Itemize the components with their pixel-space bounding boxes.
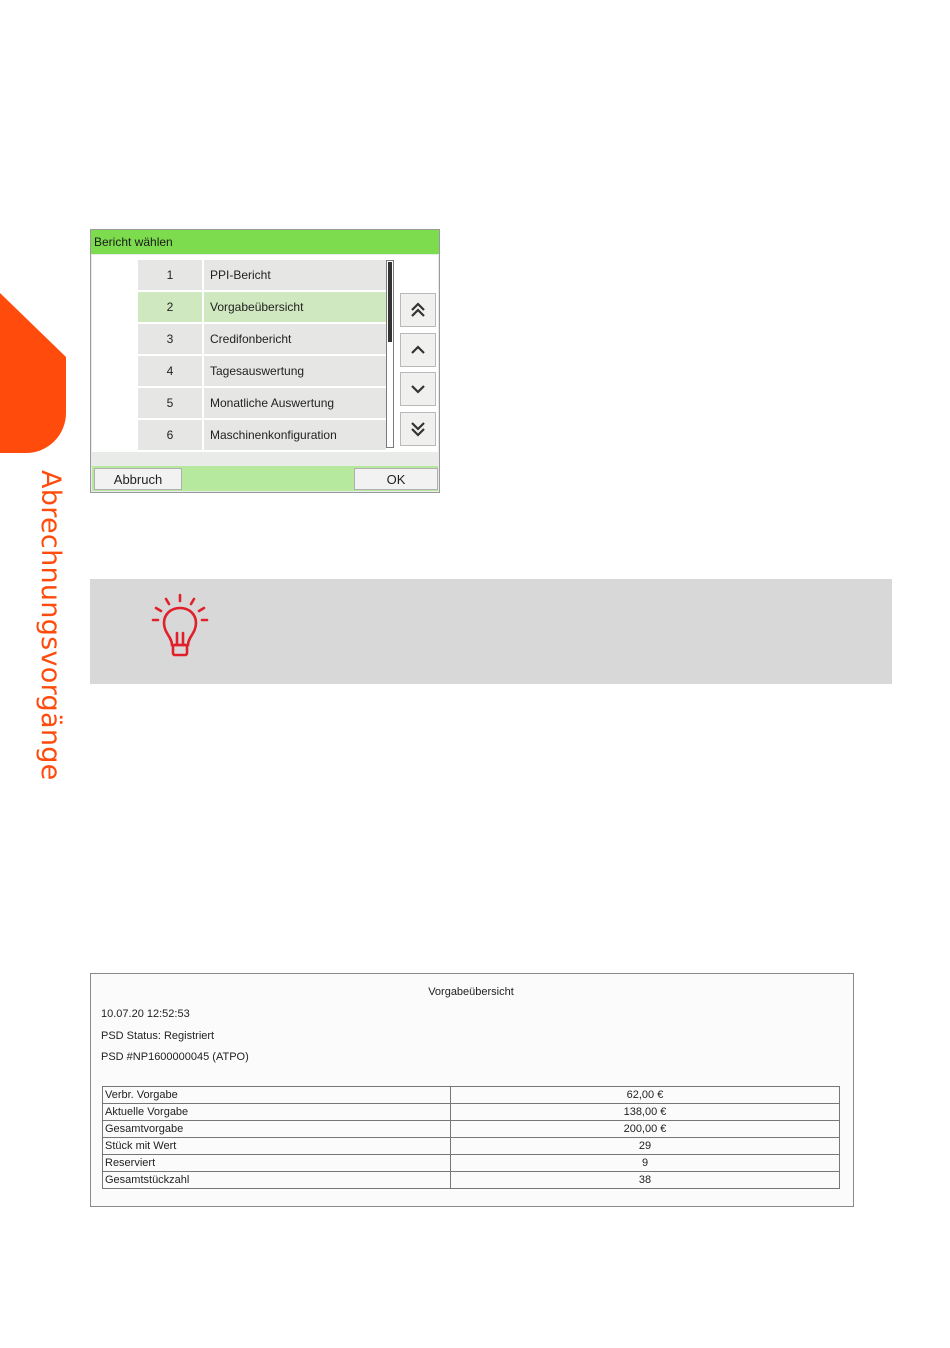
report-list: [92, 255, 438, 452]
tip-box: [90, 579, 892, 684]
chevron-down-icon: [408, 379, 428, 399]
report-datetime: 10.07.20 12:52:53: [101, 1008, 190, 1020]
row-label: Reserviert: [103, 1155, 451, 1172]
chevron-up-icon: [408, 340, 428, 360]
page-down-button[interactable]: [400, 412, 436, 446]
list-item-number: 4: [138, 356, 204, 386]
list-item-label: Tagesauswertung: [204, 356, 386, 386]
table-row: [103, 1172, 840, 1189]
list-scrollbar[interactable]: [386, 260, 394, 448]
row-value: 200,00 €: [451, 1121, 840, 1138]
ok-button[interactable]: OK: [354, 468, 438, 490]
list-item-label: PPI-Bericht: [204, 260, 386, 290]
list-item-credifon-report[interactable]: [138, 324, 386, 356]
double-chevron-up-icon: [408, 300, 428, 320]
list-item-quota-overview[interactable]: [138, 292, 386, 324]
report-title: Vorgabeübersicht: [428, 986, 514, 998]
lightbulb-icon: [150, 593, 210, 663]
list-item-label: Monatliche Auswertung: [204, 388, 386, 418]
list-item-number: 2: [138, 292, 204, 322]
list-item-daily-report[interactable]: [138, 356, 386, 388]
scroll-down-button[interactable]: [400, 372, 436, 406]
screen-title: Bericht wählen: [91, 230, 439, 254]
report-select-screen: [90, 229, 440, 493]
list-item-monthly-report[interactable]: [138, 388, 386, 420]
list-item-ppi-report[interactable]: [138, 260, 386, 292]
chapter-title: Abrechnungsvorgänge: [35, 470, 66, 781]
list-item-number: 3: [138, 324, 204, 354]
table-row: [103, 1138, 840, 1155]
row-value: 9: [451, 1155, 840, 1172]
row-label: Gesamtstückzahl: [103, 1172, 451, 1189]
double-chevron-down-icon: [408, 419, 428, 439]
row-value: 138,00 €: [451, 1104, 840, 1121]
scroll-up-button[interactable]: [400, 333, 436, 367]
list-item-label: Maschinenkonfiguration: [204, 420, 386, 450]
row-label: Stück mit Wert: [103, 1138, 451, 1155]
table-row: [103, 1155, 840, 1172]
scrollbar-thumb[interactable]: [388, 262, 392, 342]
list-item-label: Vorgabeübersicht: [204, 292, 386, 322]
cancel-button[interactable]: Abbruch: [94, 468, 182, 490]
printed-report: [90, 973, 854, 1207]
chapter-tab: [0, 293, 66, 453]
list-item-number: 6: [138, 420, 204, 450]
page-up-button[interactable]: [400, 293, 436, 327]
report-psd-number: PSD #NP1600000045 (ATPO): [101, 1051, 249, 1063]
row-value: 38: [451, 1172, 840, 1189]
report-psd-status: PSD Status: Registriert: [101, 1030, 215, 1042]
screen-footer: [92, 466, 438, 491]
list-item-machine-config[interactable]: [138, 420, 386, 452]
table-row: [103, 1121, 840, 1138]
list-item-number: 5: [138, 388, 204, 418]
row-label: Aktuelle Vorgabe: [103, 1104, 451, 1121]
report-table: [102, 1086, 840, 1189]
table-row: [103, 1087, 840, 1104]
row-value: 62,00 €: [451, 1087, 840, 1104]
list-item-label: Credifonbericht: [204, 324, 386, 354]
list-item-number: 1: [138, 260, 204, 290]
table-row: [103, 1104, 840, 1121]
row-label: Verbr. Vorgabe: [103, 1087, 451, 1104]
row-label: Gesamtvorgabe: [103, 1121, 451, 1138]
row-value: 29: [451, 1138, 840, 1155]
